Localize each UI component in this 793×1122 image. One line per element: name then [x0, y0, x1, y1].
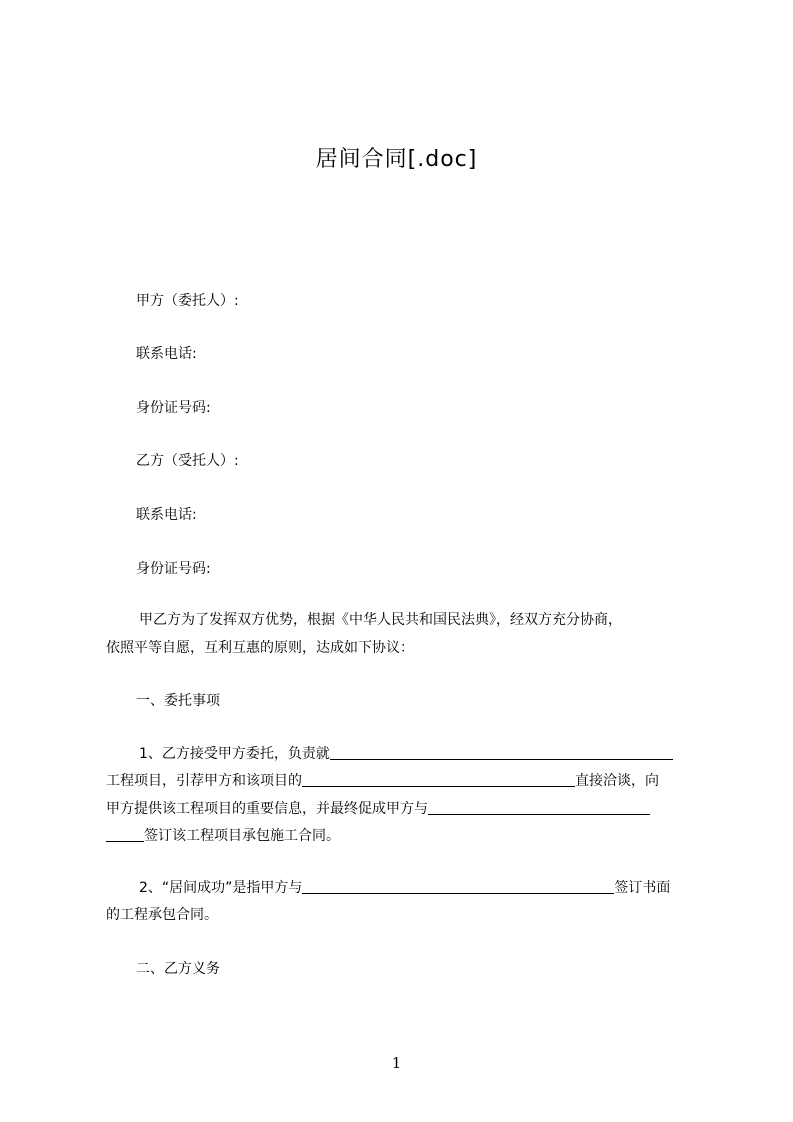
- id-a-label: 身份证号码:: [136, 400, 211, 416]
- blank-underline: [106, 827, 144, 842]
- section-1-heading: 一、委托事项: [136, 693, 220, 709]
- clause-1-line-2-text-b: 直接洽谈，向: [575, 773, 659, 789]
- clause-1-line-4: [106, 826, 340, 846]
- blank-underline: [302, 772, 575, 787]
- clause-1-line-2: [106, 771, 659, 791]
- phone-b-label: 联系电话:: [136, 507, 197, 523]
- blank-underline: [302, 879, 614, 894]
- clause-2-line-1-text-b: 签订书面: [614, 880, 671, 896]
- section-2-heading: 二、乙方义务: [136, 961, 220, 977]
- clause-1-line-3: [106, 799, 650, 819]
- clause-1-line-1: [139, 744, 673, 764]
- intro-line-2: 依照平等自愿，互利互惠的原则，达成如下协议：: [106, 640, 414, 656]
- party-a-label: 甲方（委托人）:: [136, 293, 239, 309]
- clause-1-line-1-text: 1、乙方接受甲方委托，负责就: [139, 746, 330, 762]
- clause-2-line-1-text-a: 2、“居间成功”是指甲方与: [139, 880, 303, 896]
- phone-a-label: 联系电话:: [136, 346, 197, 362]
- clause-2-line-1: [139, 878, 670, 898]
- party-b-label: 乙方（受托人）:: [136, 453, 239, 469]
- clause-2-line-2: 的工程承包合同。: [106, 907, 218, 923]
- intro-line-1: 甲乙方为了发挥双方优势，根据《中华人民共和国民法典》，经双方充分协商，: [139, 612, 622, 628]
- id-b-label: 身份证号码:: [136, 561, 211, 577]
- clause-1-line-2-text-a: 工程项目，引荐甲方和该项目的: [106, 773, 302, 789]
- clause-1-line-3-text: 甲方提供该工程项目的重要信息，并最终促成甲方与: [106, 801, 428, 817]
- blank-underline: [330, 745, 673, 760]
- clause-1-line-4-text: 签订该工程项目承包施工合同。: [144, 828, 340, 844]
- page-number: 1: [391, 1054, 402, 1072]
- blank-underline: [428, 800, 650, 815]
- document-title: 居间合同[.doc]: [315, 147, 478, 172]
